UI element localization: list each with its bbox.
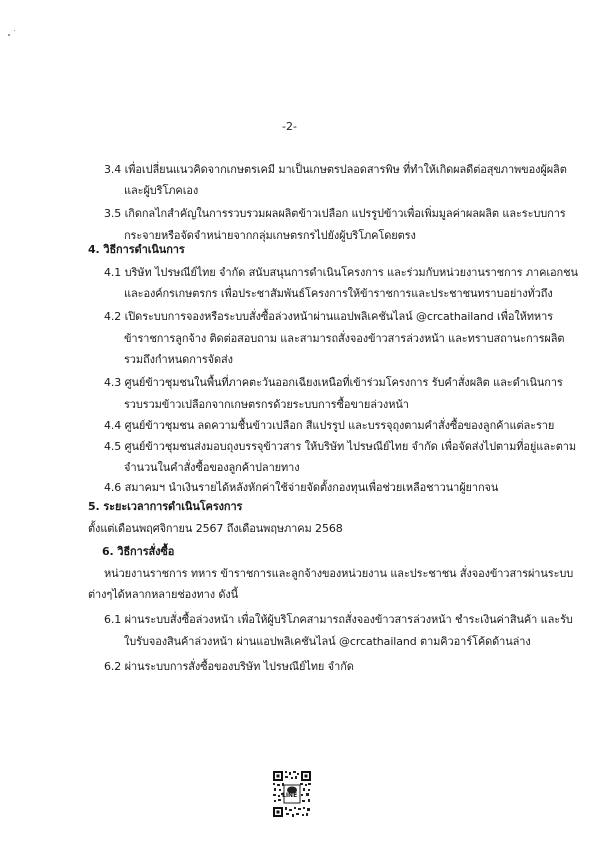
item-4-6-line-1: 4.6 สมาคมฯ นำเงินรายได้หลังหักค่าใช้จ่ายจัดตั้งกองทุนเพื่อช่วยเหลือชาวนาผู้ยากจน bbox=[104, 481, 499, 494]
item-4-1-line-1: 4.1 บริษัท ไปรษณีย์ไทย จำกัด สนับสนุนการดำเนินโครงการ และร่วมกับหน่วยงานราชการ ภาคเอกชน bbox=[104, 266, 578, 279]
scan-speck bbox=[14, 30, 15, 31]
section-5-heading: 5. ระยะเวลาการดำเนินโครงการ bbox=[88, 500, 243, 513]
item-4-2-line-3: รวมถึงกำหนดการจัดส่ง bbox=[124, 353, 233, 366]
item-4-2-line-1: 4.2 เปิดระบบการจองหรือระบบสั่งซื้อล่วงหน้าผ่านแอปพลิเคชันไลน์ @crcathailand เพื่อให้ทหาร bbox=[104, 310, 553, 323]
item-4-3-line-1: 4.3 ศูนย์ข้าวชุมชนในพื้นที่ภาคตะวันออกเฉียงเหนือที่เข้าร่วมโครงการ รับคำสั่งผลิต และดำเนินการ bbox=[104, 376, 563, 389]
item-6-1-line-1: 6.1 ผ่านระบบสั่งซื้อล่วงหน้า เพื่อให้ผู้บริโภคสามารถสั่งจองข้าวสารล่วงหน้า ชำระเงินค่าสินค้า และรับ bbox=[104, 613, 573, 626]
item-3-4-line-1: 3.4 เพื่อเปลี่ยนแนวคิดจากเกษตรเคมี มาเป็นเกษตรปลอดสารพิษ ที่ทำให้เกิดผลดีต่อสุขภาพของผู้ผลิต bbox=[104, 163, 567, 176]
item-4-4-line-1: 4.4 ศูนย์ข้าวชุมชน ลดความชื้นข้าวเปลือก สีแปรรูป และบรรจุถุงตามคำสั่งซื้อของลูกค้าแต่ละราย bbox=[104, 419, 555, 432]
scan-speck bbox=[8, 34, 10, 36]
item-4-5-line-2: จำนวนในคำสั่งซื้อของลูกค้าปลายทาง bbox=[124, 461, 300, 474]
item-4-5-line-1: 4.5 ศูนย์ข้าวชุมชนส่งมอบถุงบรรจุข้าวสาร ให้บริษัท ไปรษณีย์ไทย จำกัด เพื่อจัดส่งไปตามที่อยู่และตาม bbox=[104, 440, 576, 453]
page-number: -2- bbox=[282, 120, 297, 133]
section-6-intro-line-1: หน่วยงานราชการ ทหาร ข้าราชการและลูกจ้างของหน่วยงาน และประชาชน สั่งจองข้าวสารผ่านระบบ bbox=[104, 567, 574, 580]
item-6-2-line-1: 6.2 ผ่านระบบการสั่งซื้อของบริษัท ไปรษณีย์ไทย จำกัด bbox=[104, 660, 354, 673]
item-6-1-line-2: ใบรับจองสินค้าล่วงหน้า ผ่านแอปพลิเคชันไลน์ @crcathailand ตามคิวอาร์โค้ดด้านล่าง bbox=[124, 635, 531, 648]
section-5-text: ตั้งแต่เดือนพฤศจิกายน 2567 ถึงเดือนพฤษภาคม 2568 bbox=[88, 522, 343, 535]
section-6-intro-line-2: ต่างๆได้หลากหลายช่องทาง ดังนี้ bbox=[88, 588, 239, 601]
item-3-5-line-1: 3.5 เกิดกลไกสำคัญในการรวบรวมผลผลิตข้าวเปลือก แปรรูปข้าวเพื่อเพิ่มมูลค่าผลผลิต และระบบการ bbox=[104, 207, 566, 220]
item-4-3-line-2: รวบรวมข้าวเปลือกจากเกษตรกรด้วยระบบการซื้อขายล่วงหน้า bbox=[124, 398, 409, 411]
section-6-heading: 6. วิธีการสั่งซื้อ bbox=[102, 545, 175, 558]
item-3-5-line-2: กระจายหรือจัดจำหน่ายจากกลุ่มเกษตรกรไปยังผู้บริโภคโดยตรง bbox=[124, 229, 416, 242]
item-3-4-line-2: และผู้บริโภคเอง bbox=[124, 184, 199, 197]
item-4-2-line-2: ข้าราชการลูกจ้าง ติดต่อสอบถาม และสามารถสั่งจองข้าวสารล่วงหน้า และทราบสถานะการผลิต bbox=[124, 332, 565, 345]
item-4-1-line-2: และองค์กรเกษตรกร เพื่อประชาสัมพันธ์โครงการให้ข้าราชการและประชาชนทราบอย่างทั่วถึง bbox=[124, 287, 553, 300]
qr-logo-label: LINE bbox=[282, 792, 298, 799]
section-4-heading: 4. วิธีการดำเนินการ bbox=[88, 243, 185, 256]
